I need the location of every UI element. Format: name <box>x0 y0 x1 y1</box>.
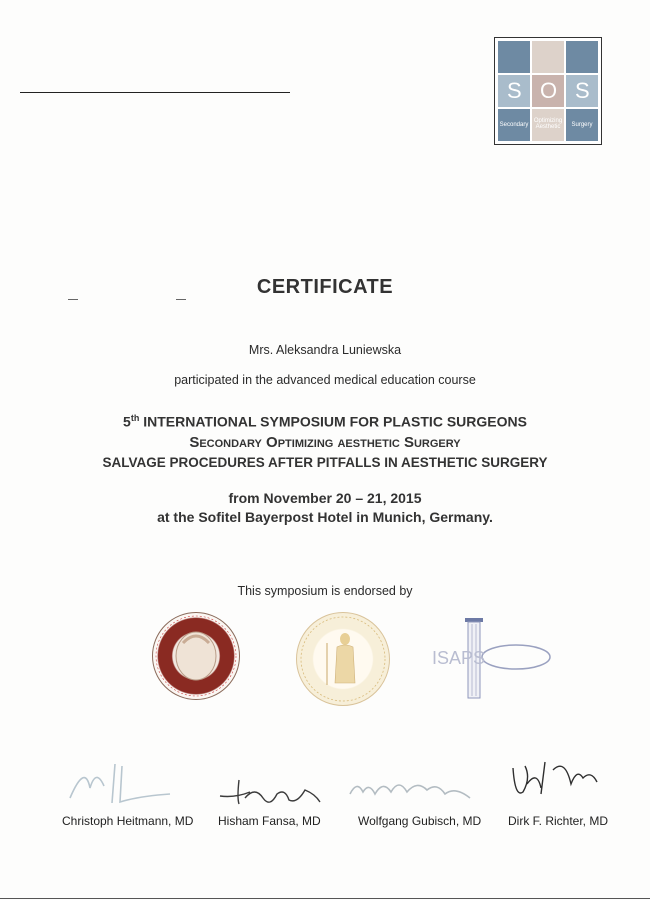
fold-mark-left <box>68 299 78 300</box>
course-topic: SALVAGE PROCEDURES AFTER PITFALLS IN AESTHETIC SURGERY <box>102 455 548 470</box>
fold-mark-right <box>176 299 186 300</box>
isaps-emblem-icon <box>430 612 555 702</box>
signature-fansa <box>215 768 325 813</box>
course-number-suffix: th <box>130 413 140 423</box>
course-number: 5 <box>123 413 131 430</box>
endorsement-statement: This symposium is endorsed by <box>237 584 413 598</box>
course-title-text: INTERNATIONAL SYMPOSIUM FOR PLASTIC SURGEONS <box>139 413 527 430</box>
course-subtitle: Secondary Optimizing aesthetic Surgery <box>189 434 461 451</box>
signature-heitmann <box>60 758 190 808</box>
signatory-gubisch: Wolfgang Gubisch, MD <box>358 814 482 828</box>
logo-letter-s1: S <box>507 78 522 103</box>
logo-letter-s2: S <box>575 78 590 103</box>
signatory-richter: Dirk F. Richter, MD <box>508 814 609 828</box>
recipient-name: Mrs. Aleksandra Luniewska <box>248 343 402 357</box>
logo-letter-o: O <box>540 78 558 103</box>
statue-icon <box>297 613 389 705</box>
address-rule <box>20 92 290 93</box>
certificate-title: CERTIFICATE <box>256 276 394 298</box>
logo-tile <box>566 41 598 73</box>
signatory-heitmann: Christoph Heitmann, MD <box>62 814 194 828</box>
event-dates: from November 20 – 21, 2015 <box>228 490 422 506</box>
logo-tile <box>498 41 530 73</box>
dgpraec-seal <box>152 612 240 700</box>
isaps-logo <box>430 612 555 702</box>
signature-gubisch <box>345 768 475 808</box>
isaps-logo-text: ISAPS <box>432 648 486 668</box>
logo-caption-secondary: Secondary <box>499 122 529 128</box>
event-venue: at the Sofitel Bayerpost Hotel in Munich, Germany. <box>157 509 493 525</box>
head-icon <box>153 613 239 699</box>
sos-logo <box>494 37 602 145</box>
participation-statement: participated in the advanced medical education course <box>174 373 476 387</box>
page-bottom-edge <box>0 898 650 899</box>
signature-richter <box>505 748 605 808</box>
logo-tile <box>532 41 564 73</box>
vdaepc-seal <box>296 612 390 706</box>
course-title <box>0 413 650 430</box>
logo-caption-optimizing: Optimizing Aesthetic <box>533 118 563 130</box>
logo-caption-surgery: Surgery <box>571 122 593 128</box>
signatory-fansa: Hisham Fansa, MD <box>218 814 321 828</box>
